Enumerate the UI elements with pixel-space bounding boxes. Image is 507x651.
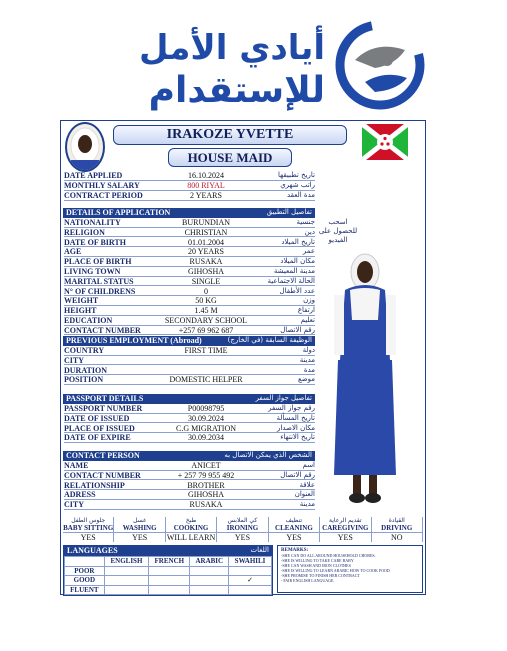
row-label-ar: جنسية: [296, 218, 315, 226]
row-label-ar: العنوان: [294, 490, 315, 499]
row-value: 30.09.2034: [188, 433, 224, 443]
row-value: 30.09.2024: [188, 413, 224, 423]
row-value: 16.10.2024: [188, 171, 224, 180]
row-label-ar: مكان الاصدار: [277, 423, 315, 432]
level-label: FLUENT: [65, 585, 105, 595]
row-label: WEIGHT: [64, 296, 99, 306]
row-label: RELIGION: [64, 227, 105, 237]
row-label: CONTRACT PERIOD: [64, 191, 143, 200]
skill-label-ar: القيادة: [388, 517, 405, 524]
row-value: ANICET: [191, 461, 221, 470]
skill-value: WILL LEARN: [166, 533, 216, 542]
row-label-ar: موضع: [297, 375, 315, 384]
detail-row: [64, 500, 315, 510]
row-label-ar: علاقة: [299, 480, 315, 489]
section-title: CONTACT PERSON: [66, 451, 140, 460]
skill-label: BABY SITTING: [63, 524, 114, 532]
detail-row: [64, 228, 315, 238]
skill-ironing: [217, 517, 268, 542]
lang-cell: [229, 566, 272, 576]
detail-row: [64, 296, 315, 306]
detail-row: [64, 471, 315, 481]
detail-row: [64, 414, 315, 424]
skill-label-ar: كي الملابس: [227, 517, 258, 524]
remark-line: -SHE CAN DO ALL AROUND HOUSEHOLD CHORES.: [281, 553, 376, 558]
lang-cell: [149, 566, 190, 576]
row-label-ar: مكان الميلاد: [280, 257, 315, 266]
row-label-ar: وزن: [303, 296, 315, 305]
row-label: CONTACT NUMBER: [64, 325, 141, 335]
logo-text-line2: للإستقدام: [148, 70, 325, 111]
row-value: 20 YEARS: [188, 247, 224, 257]
row-label-ar: دين: [304, 227, 315, 236]
row-value: [150, 366, 262, 375]
row-value: FIRST TIME: [184, 346, 228, 355]
row-label: DATE APPLIED: [64, 171, 123, 180]
detail-row: [64, 366, 315, 376]
summary-row-date-applied: [64, 171, 315, 181]
level-row-poor: [65, 566, 272, 576]
remarks-title: REMARKS:: [281, 548, 309, 553]
row-value: GIHOSHA: [188, 490, 224, 500]
lang-cell: [229, 585, 272, 595]
summary-row-contract: [64, 191, 315, 201]
column-arabic: ARABIC: [190, 557, 229, 567]
row-label: HEIGHT: [64, 306, 97, 316]
candidate-name: IRAKOZE YVETTE: [113, 125, 347, 145]
detail-row: [64, 306, 315, 316]
detail-row: [64, 257, 315, 267]
languages-column-row: [65, 557, 272, 567]
skill-cleaning: [269, 517, 320, 542]
row-label-ar: تاريخ الانتهاء: [280, 433, 315, 442]
row-label: NATIONALITY: [64, 218, 121, 227]
skill-label-ar: غسل: [133, 517, 147, 524]
detail-row: [64, 375, 315, 385]
section-title: PASSPORT DETAILS: [66, 394, 144, 403]
logo-text-line1: أيادي الأمل: [138, 28, 325, 68]
section-header-passport: [63, 394, 315, 404]
row-label-ar: اسم: [302, 461, 315, 469]
row-label: LIVING TOWN: [64, 267, 121, 276]
row-label-ar: ارتفاع: [297, 306, 315, 315]
row-value: DOMESTIC HELPER: [169, 375, 243, 385]
languages-header: [64, 546, 272, 556]
detail-row: [64, 481, 315, 491]
level-label: GOOD: [65, 576, 105, 586]
row-value: 2 YEARS: [190, 191, 222, 200]
languages-title-ar: اللغات: [250, 546, 269, 554]
row-label: MONTHLY SALARY: [64, 181, 140, 190]
row-label: ADRESS: [64, 490, 96, 500]
row-value: +257 69 962 687: [178, 325, 234, 335]
row-label-ar: تاريخ تطبيقها: [278, 171, 315, 179]
skill-value: NO: [372, 532, 422, 542]
row-label: AGE: [64, 247, 82, 257]
row-value: SECONDARY SCHOOL: [164, 316, 248, 325]
remark-line: - FAIR ENGLISH LANGUAGE.: [281, 578, 335, 583]
video-note: اسحب للحصول على الفيديو: [318, 218, 358, 244]
row-value: GIHOSHA: [188, 267, 224, 276]
detail-row: [64, 424, 315, 434]
skill-value: YES: [63, 532, 113, 542]
skill-label: CAREGIVING: [322, 524, 369, 532]
remark-line: -SHE IS WILLING TO TAKE CARE BABY: [281, 558, 354, 563]
row-label-ar: مدة: [303, 365, 315, 374]
column-swahili: SWAHILI: [229, 557, 272, 567]
section-title: DETAILS OF APPLICATION: [66, 208, 171, 217]
detail-row: [64, 404, 315, 414]
row-label-ar: عدد الأطفال: [279, 286, 315, 295]
row-value: 0: [204, 286, 208, 296]
skill-value: YES: [217, 532, 267, 542]
row-label-ar: مدة العقد: [287, 191, 315, 199]
detail-row: [64, 316, 315, 326]
row-value: 1.45 M: [194, 306, 218, 316]
skill-label: IRONING: [226, 524, 259, 532]
row-value: SINGLE: [191, 276, 221, 286]
row-label-ar: عمر: [302, 247, 315, 256]
skill-label: COOKING: [173, 524, 209, 532]
row-label: MARITAL STATUS: [64, 276, 134, 286]
row-label: PLACE OF BIRTH: [64, 257, 132, 267]
section-header-employment: [63, 336, 315, 346]
hands-logo-icon: [335, 20, 425, 110]
row-value: [150, 356, 262, 365]
skill-label: CLEANING: [275, 524, 313, 532]
detail-row: [64, 247, 315, 257]
row-label: POSITION: [64, 375, 104, 385]
row-label: DURATION: [64, 365, 107, 375]
section-title-ar: الوظيفة السابقة (في الخارج): [227, 336, 312, 344]
section-title-ar: الشخص الذي يمكن الاتصال به: [224, 451, 312, 459]
section-title: PREVIOUS EMPLOYMENT (Abroad): [66, 336, 202, 345]
row-label: CITY: [64, 355, 85, 365]
detail-row: [64, 267, 315, 277]
skill-driving: [372, 517, 423, 542]
languages-title: LANGUAGES: [67, 546, 118, 555]
row-label-ar: رقم الاتصال: [280, 325, 315, 334]
row-value: P00098795: [187, 404, 225, 413]
languages-table: [63, 545, 273, 596]
skill-label-ar: جلوس الطفل: [71, 517, 106, 524]
row-label: DATE OF BIRTH: [64, 237, 126, 247]
row-value: 01.01.2004: [188, 237, 224, 247]
lang-cell: [149, 585, 190, 595]
skill-cooking: [166, 517, 217, 542]
row-value: C.G MIGRATION: [176, 423, 236, 433]
row-label: PLACE OF ISSUED: [64, 423, 135, 433]
remark-line: -SHE IS WILLING TO LEARN ARABIC HOW TO COOK FOOD: [281, 568, 390, 573]
lang-cell: [104, 576, 148, 586]
detail-row: [64, 287, 315, 297]
skill-label: DRIVING: [381, 524, 413, 532]
detail-row: [64, 490, 315, 500]
skill-label-ar: طبخ: [185, 517, 197, 524]
detail-row: [64, 346, 315, 356]
row-label: DATE OF ISSUED: [64, 413, 130, 423]
row-label-ar: مدينة: [299, 500, 315, 509]
skill-value: YES: [269, 532, 319, 542]
level-row-fluent: [65, 585, 272, 595]
column-french: FRENCH: [149, 557, 190, 567]
column-english: ENGLISH: [104, 557, 148, 567]
row-label-ar: دولة: [302, 346, 315, 354]
skill-value: YES: [114, 532, 164, 542]
lang-cell: [190, 566, 229, 576]
lang-cell: [149, 576, 190, 586]
detail-row: [64, 238, 315, 248]
detail-row: [64, 218, 315, 228]
row-value: RUSAKA: [189, 500, 223, 510]
empty-cell: [65, 557, 105, 567]
remarks-box: [277, 545, 423, 593]
row-value: 50 KG: [195, 296, 217, 306]
full-body-photo: [320, 250, 410, 520]
skill-label: WASHING: [122, 524, 157, 532]
skill-baby-sitting: [63, 517, 114, 542]
row-label: CITY: [64, 500, 85, 510]
detail-row: [64, 326, 315, 336]
detail-row: [64, 356, 315, 366]
lang-cell: [190, 585, 229, 595]
lang-cell: [104, 585, 148, 595]
detail-row: [64, 277, 315, 287]
level-label: POOR: [65, 566, 105, 576]
skill-washing: [114, 517, 165, 542]
row-value: + 257 79 955 492: [177, 470, 235, 480]
skill-label-ar: تقديم الرعاية: [329, 517, 362, 524]
row-value: RUSAKA: [189, 257, 223, 267]
row-label: CONTACT NUMBER: [64, 470, 141, 480]
row-label-ar: رقم الاتصال: [280, 470, 315, 479]
row-label: PASSPORT NUMBER: [64, 404, 143, 413]
row-value: BURUNDIAN: [182, 218, 230, 227]
row-label-ar: تاريخ المسألة: [276, 413, 315, 422]
agency-logo: [95, 18, 425, 118]
skill-caregiving: [320, 517, 371, 542]
section-title-ar: تفاصيل جواز السفر: [255, 394, 312, 402]
candidate-position: HOUSE MAID: [168, 148, 292, 167]
row-label-ar: تاريخ الميلاد: [281, 237, 315, 246]
section-header-contact: [63, 451, 315, 461]
section-title-ar: تفاصيل التطبيق: [266, 208, 312, 216]
lang-cell: [190, 576, 229, 586]
row-label: COUNTRY: [64, 346, 105, 355]
row-label-ar: الحالة الاجتماعية: [267, 276, 315, 285]
row-label: NAME: [64, 461, 89, 470]
skill-value: YES: [320, 532, 370, 542]
detail-row: [64, 461, 315, 471]
row-label-ar: مدينة المعيشة: [273, 267, 315, 275]
checkmark-icon: ✓: [229, 576, 272, 586]
skills-table: [63, 517, 423, 542]
section-header-application: [63, 208, 315, 218]
row-value: 800 RIYAL: [187, 181, 225, 190]
row-label-ar: تعليم: [300, 316, 315, 324]
skill-label-ar: تنظيف: [285, 517, 303, 524]
lang-cell: [104, 566, 148, 576]
row-label-ar: رقم جواز السفر: [268, 404, 315, 412]
row-label: N° OF CHILDRENS: [64, 286, 136, 296]
row-label: EDUCATION: [64, 316, 113, 325]
level-row-good: [65, 576, 272, 586]
burundi-flag-icon: [362, 124, 408, 160]
remark-line: -SHE PROMISE TO FINISH HER CONTRACT: [281, 573, 360, 578]
remark-line: -SHE CAN WASH AND IRON CLOTHES: [281, 563, 351, 568]
row-label: DATE OF EXPIRE: [64, 433, 131, 443]
summary-row-salary: [64, 181, 315, 191]
row-value: BROTHER: [187, 480, 225, 490]
row-label-ar: مدينة: [299, 355, 315, 364]
row-value: CHRISTIAN: [184, 227, 228, 237]
detail-row: [64, 433, 315, 443]
row-label: RELATIONSHIP: [64, 480, 125, 490]
row-label-ar: راتب شهري: [280, 181, 315, 189]
face-photo: [65, 122, 105, 172]
